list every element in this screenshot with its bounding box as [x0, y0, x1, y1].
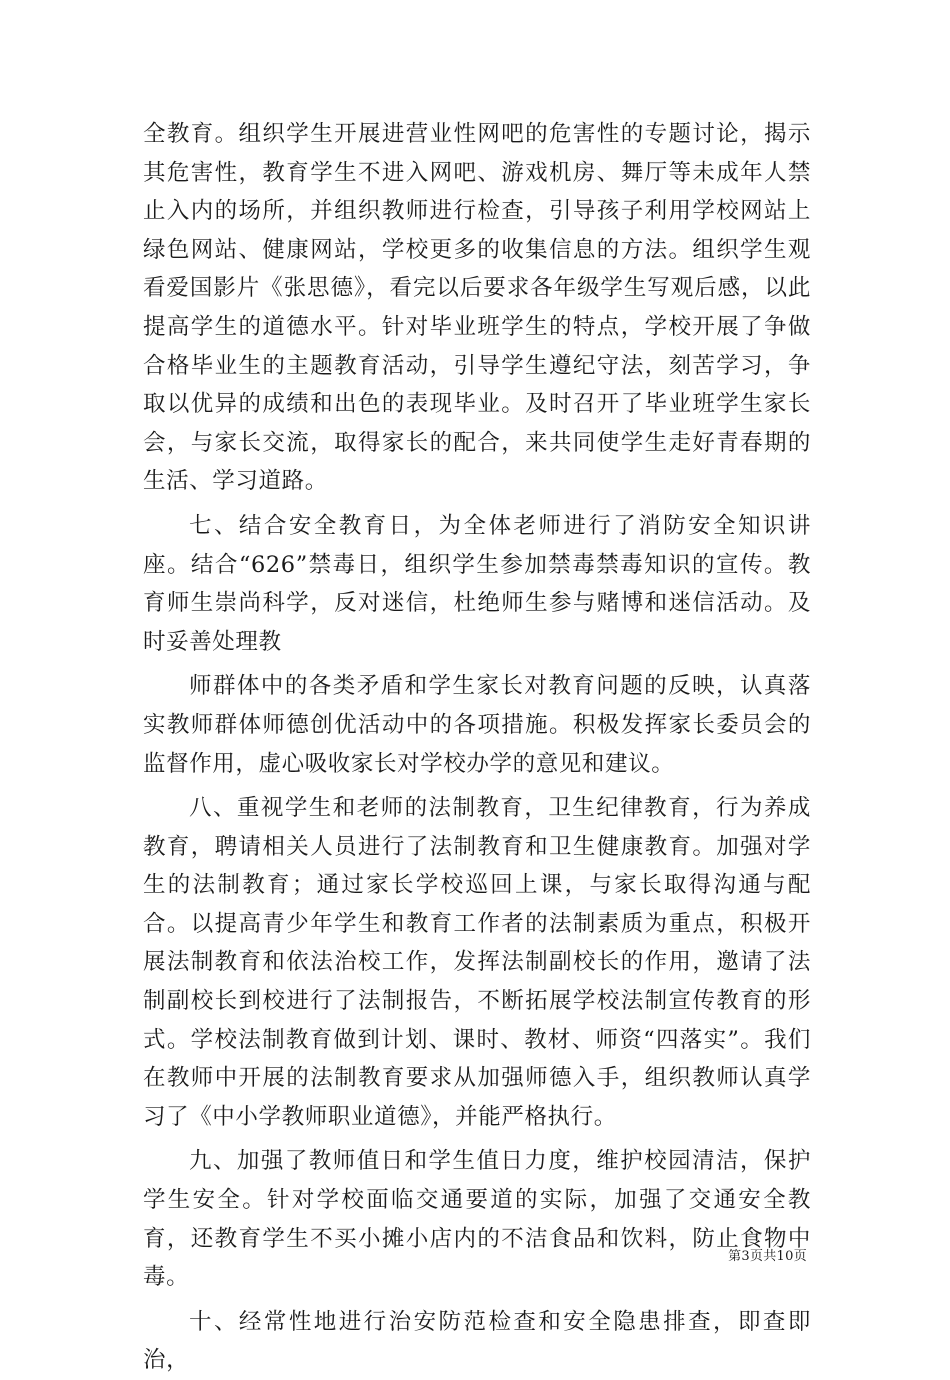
paragraph-item-ten: 十、经常性地进行治安防范检查和安全隐患排查，即查即治， [143, 1308, 811, 1374]
paragraph-item-nine: 九、加强了教师值日和学生值日力度，维护校园清洁，保护学生安全。针对学校面临交通要道的实际，加强了交通安全教育，还教育学生不买小摊小店内的不洁食品和饮料，防止食物中毒。 [143, 1148, 811, 1291]
document-body [143, 115, 811, 1380]
page-number-footer: 第3页共10页 [728, 1249, 807, 1264]
paragraph-teacher-group: 师群体中的各类矛盾和学生家长对教育问题的反映，认真落实教师群体师德创优活动中的各项措施。积极发挥家长委员会的监督作用，虚心吸收家长对学校办学的意见和建议。 [143, 673, 811, 777]
paragraph-item-seven: 七、结合安全教育日，为全体老师进行了消防安全知识讲座。结合“626”禁毒日，组织学生参加禁毒禁毒知识的宣传。教育师生崇尚科学，反对迷信，杜绝师生参与赌博和迷信活动。及时妥善处理教 [143, 512, 811, 655]
paragraph-item-eight: 八、重视学生和老师的法制教育，卫生纪律教育，行为养成教育，聘请相关人员进行了法制教育和卫生健康教育。加强对学生的法制教育；通过家长学校巡回上课，与家长取得沟通与配合。以提高青少年学生和教育工作者的法制素质为重点，积极开展法制教育和依法治校工作，发挥法制副校长的作用，邀请了法制副校长到校进行了法制报告，不断拓展学校法制宣传教育的形式。学校法制教育做到计划、课时、教材、师资“四落实”。我们在教师中开展的法制教育要求从加强师德入手，组织教师认真学习了《中小学教师职业道德》，并能严格执行。 [143, 795, 811, 1130]
paragraph-safety-education-continued: 全教育。组织学生开展进营业性网吧的危害性的专题讨论，揭示其危害性，教育学生不进入网吧、游戏机房、舞厅等未成年人禁止入内的场所，并组织教师进行检查，引导孩子利用学校网站上绿色网站、健康网站，学校更多的收集信息的方法。组织学生观看爱国影片《张思德》，看完以后要求各年级学生写观后感，以此提高学生的道德水平。针对毕业班学生的特点，学校开展了争做合格毕业生的主题教育活动，引导学生遵纪守法，刻苦学习，争取以优异的成绩和出色的表现毕业。及时召开了毕业班学生家长会，与家长交流，取得家长的配合，来共同使学生走好青春期的生活、学习道路。 [143, 121, 811, 495]
